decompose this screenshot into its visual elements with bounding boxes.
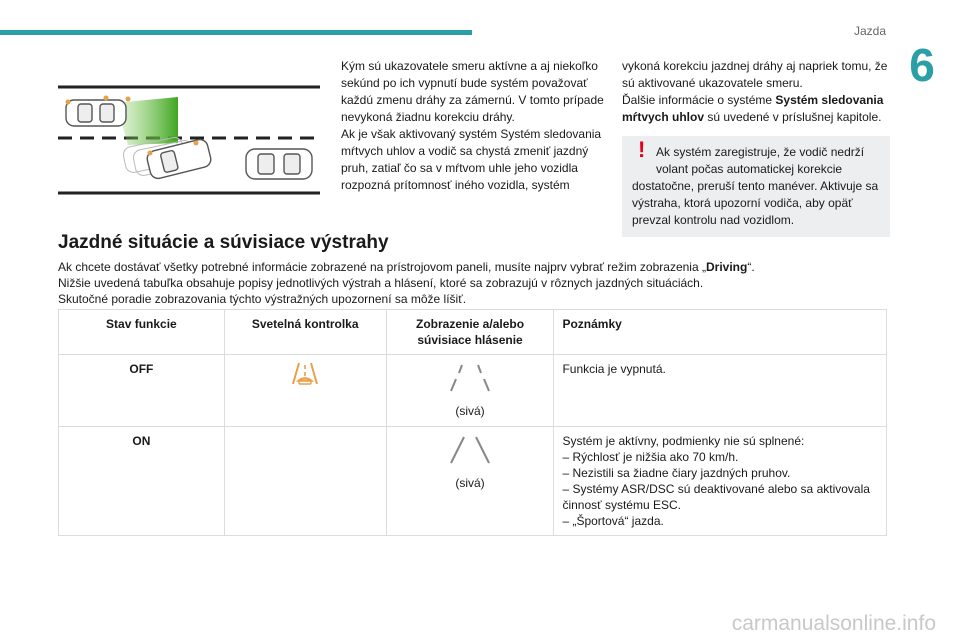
header-state: Stav funkcie <box>59 310 225 355</box>
header-lamp: Svetelná kontrolka <box>224 310 386 355</box>
chapter-number: 6 <box>909 39 935 91</box>
intro-line: Skutočné poradie zobrazovania týchto výstražných upozornení sa môže líšiť. <box>58 292 467 306</box>
paragraph-with-reference: Ďalšie informácie o systéme Systém sledovania mŕtvych uhlov sú uvedené v príslušnej kapitole. <box>622 93 884 124</box>
state-cell: OFF <box>59 355 225 427</box>
display-caption: (sivá) <box>455 404 485 418</box>
notes-cell: Systém je aktívny, podmienky nie sú splnené: – Rýchlosť je nižšia ako 70 km/h. – Nezistili sa žiadne čiary jazdných pruhov. – Systémy ASR/DSC sú deaktivované alebo sa aktivovala činnosť systému ESC. – „Športová“ jazda. <box>554 427 887 536</box>
intro-text <box>58 259 888 307</box>
text-column-right <box>622 58 890 237</box>
header-accent-bar <box>0 30 472 35</box>
table-row <box>59 355 887 427</box>
table-header-row <box>59 310 887 355</box>
exclamation-icon: ! <box>638 137 646 162</box>
paragraph: vykoná korekciu jazdnej dráhy aj napriek tomu, že sú aktivované ukazovatele smeru. <box>622 59 888 90</box>
header-notes: Poznámky <box>554 310 887 355</box>
warning-text: Ak systém zaregistruje, že vodič nedrží volant počas automatickej korekcie <box>656 145 865 176</box>
lamp-cell <box>224 427 386 536</box>
table-row <box>59 427 887 536</box>
paragraph: Ak je však aktivovaný systém Systém sledovania mŕtvych uhlov a vodič sa chystá zmeniť jazdný pruh, zatiaľ čo sa v mŕtvom uhle jeho vozidla rozpozná prítomnosť iného vozidla, systém <box>341 127 602 192</box>
intro-line: Nižšie uvedená tabuľka obsahuje popisy jednotlivých výstrah a hlásení, ktoré sa zobrazujú v rôznych jazdných situáciách. <box>58 276 704 290</box>
warnings-table <box>58 309 887 536</box>
warning-text: dostatočne, preruší tento manéver. Aktivuje sa výstraha, ktorá upozorní vodiča, aby opäť prevzal kontrolu nad vozidlom. <box>632 179 879 227</box>
warning-box <box>622 136 890 237</box>
car-changing-lane <box>146 138 213 180</box>
notes-cell: Funkcia je vypnutá. <box>554 355 887 427</box>
dashed-lane-lines-icon <box>435 361 505 395</box>
car-bottom <box>246 149 312 179</box>
display-cell <box>386 355 554 427</box>
display-cell <box>386 427 554 536</box>
state-cell: ON <box>59 427 225 536</box>
section-title: Jazda <box>853 24 886 38</box>
lamp-cell <box>224 355 386 427</box>
text-column-middle <box>341 58 609 194</box>
lane-keep-warning-lamp-icon <box>290 361 320 387</box>
section-heading: Jazdné situácie a súvisiace výstrahy <box>58 232 389 253</box>
solid-lane-lines-icon <box>435 433 505 467</box>
header-display: Zobrazenie a/alebo súvisiace hlásenie <box>386 310 554 355</box>
car-top <box>66 100 126 126</box>
watermark: carmanualsonline.info <box>731 612 936 635</box>
intro-line: Ak chcete dostávať všetky potrebné informácie zobrazené na prístrojovom paneli, musíte najprv vybrať režim zobrazenia „Driving“. <box>58 260 755 274</box>
display-caption: (sivá) <box>455 476 485 490</box>
lane-change-illustration <box>58 85 320 195</box>
paragraph: Kým sú ukazovatele smeru aktívne a aj niekoľko sekúnd po ich vypnutí bude systém považovať každú zmenu dráhy za zámernú. V tomto prípade nevykoná žiadnu korekciu dráhy. <box>341 59 604 124</box>
